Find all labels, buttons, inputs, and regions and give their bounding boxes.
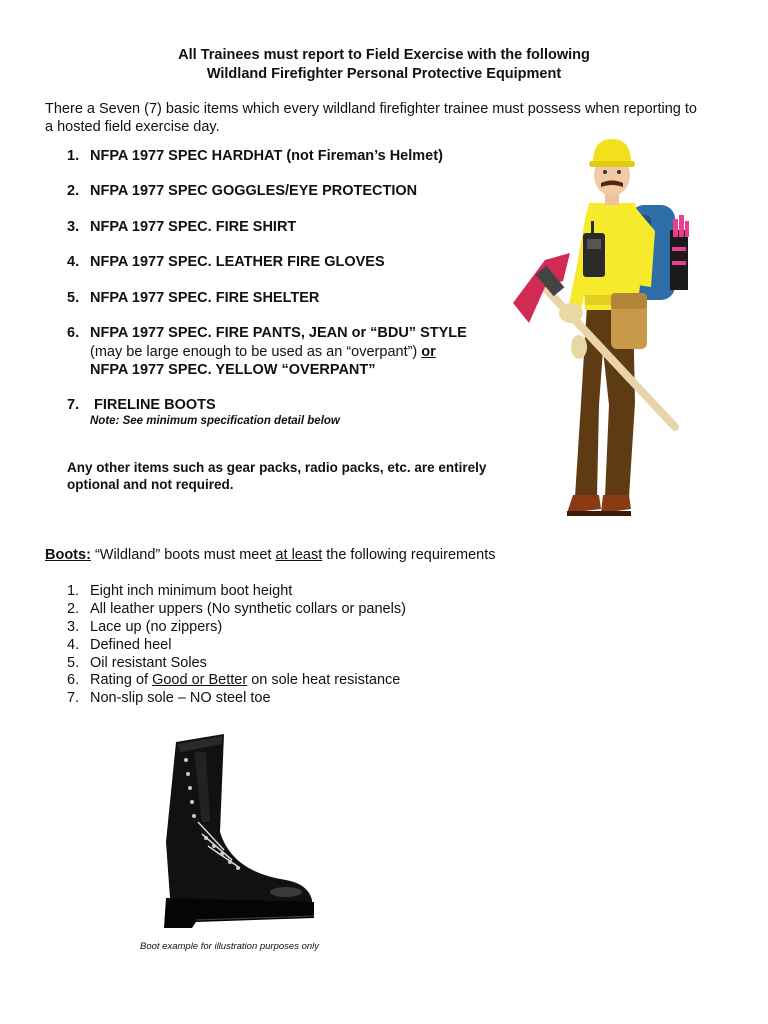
- requirement-text: Non-slip sole – NO steel toe: [90, 690, 271, 706]
- boots: [567, 495, 631, 516]
- requirement-text-before: Rating of: [90, 672, 153, 688]
- requirement-number: 4.: [67, 637, 80, 653]
- ppe-item-6-alternative: NFPA 1977 SPEC. YELLOW “OVERPANT”: [90, 362, 376, 378]
- boots-heading-emphasis: at least: [275, 547, 323, 563]
- boot-requirement-4: [67, 636, 171, 654]
- hardhat: [589, 139, 635, 167]
- requirement-emphasis: Good or Better: [152, 672, 248, 688]
- requirement-number: 6.: [67, 672, 80, 688]
- ppe-item-text: FIRELINE BOOTS: [90, 397, 216, 413]
- boot-requirement-3: [67, 618, 222, 636]
- ppe-item-text: NFPA 1977 SPEC. FIRE SHELTER: [90, 290, 320, 306]
- boots-heading: [45, 546, 496, 564]
- ppe-item-number: 6.: [67, 325, 80, 341]
- page-title-line-1: All Trainees must report to Field Exercise with the following: [178, 47, 590, 63]
- boots-label: Boots:: [45, 547, 91, 563]
- ppe-item-6-detail: [90, 343, 436, 361]
- ppe-item-text: NFPA 1977 SPEC. LEATHER FIRE GLOVES: [90, 254, 385, 270]
- requirement-number: 7.: [67, 690, 80, 706]
- overpant-paren-text: (may be large enough to be used as an “overpant”): [90, 344, 422, 360]
- requirement-text-after: on sole heat resistance: [247, 672, 401, 688]
- ppe-item-number: 5.: [67, 290, 80, 306]
- requirement-text: Eight inch minimum boot height: [90, 583, 293, 599]
- ppe-item-7: [67, 396, 216, 414]
- requirement-text: Defined heel: [90, 637, 172, 653]
- or-emphasis: or: [421, 344, 436, 360]
- boot-requirement-7: [67, 689, 271, 707]
- requirement-text: Oil resistant Soles: [90, 655, 207, 671]
- ppe-item-text: NFPA 1977 SPEC HARDHAT (not Fireman’s Helmet): [90, 148, 443, 164]
- ppe-item-4: [67, 253, 385, 271]
- page-title-line-2: Wildland Firefighter Personal Protective Equipment: [206, 66, 562, 82]
- requirement-number: 2.: [67, 601, 80, 617]
- boot-requirement-1: [67, 582, 292, 600]
- ppe-item-2: [67, 182, 417, 200]
- ppe-item-number: 2.: [67, 183, 80, 199]
- ppe-item-text: NFPA 1977 SPEC GOGGLES/EYE PROTECTION: [90, 183, 418, 199]
- boot-requirement-2: [67, 600, 406, 618]
- boots-heading-text-after: the following requirements: [322, 547, 496, 563]
- ppe-item-6: [67, 324, 467, 342]
- ppe-item-text: NFPA 1977 SPEC. FIRE SHIRT: [90, 219, 297, 235]
- boot-photo: [136, 722, 320, 932]
- requirement-number: 3.: [67, 619, 80, 635]
- boots-note: Note: See minimum specification detail below: [90, 415, 340, 427]
- boot-requirement-5: [67, 654, 207, 672]
- optional-items-line-1: Any other items such as gear packs, radio packs, etc. are entirely: [67, 460, 487, 475]
- ppe-item-3: [67, 218, 296, 236]
- requirement-number: 5.: [67, 655, 80, 671]
- firefighter-illustration: [505, 135, 705, 520]
- requirement-text: All leather uppers (No synthetic collars or panels): [90, 601, 406, 617]
- requirement-number: 1.: [67, 583, 80, 599]
- ppe-item-5: [67, 289, 319, 307]
- ppe-item-text: NFPA 1977 SPEC. FIRE PANTS, JEAN or “BDU” STYLE: [90, 325, 467, 341]
- intro-line-1: There a Seven (7) basic items which every wildland firefighter trainee must possess when reporting to: [45, 101, 697, 117]
- boot-requirement-6: [67, 671, 400, 689]
- intro-line-2: a hosted field exercise day.: [45, 119, 220, 135]
- ppe-item-number: 3.: [67, 219, 80, 235]
- boots-heading-text-before: “Wildland” boots must meet: [90, 547, 276, 563]
- ppe-item-1: [67, 147, 443, 165]
- optional-items-line-2: optional and not required.: [67, 477, 234, 492]
- boot-caption: Boot example for illustration purposes only: [140, 941, 320, 952]
- tool-bag: [611, 293, 647, 349]
- ppe-item-number: 4.: [67, 254, 80, 270]
- ppe-item-number: 7.: [67, 397, 80, 413]
- requirement-text: Lace up (no zippers): [90, 619, 223, 635]
- ppe-item-number: 1.: [67, 148, 80, 164]
